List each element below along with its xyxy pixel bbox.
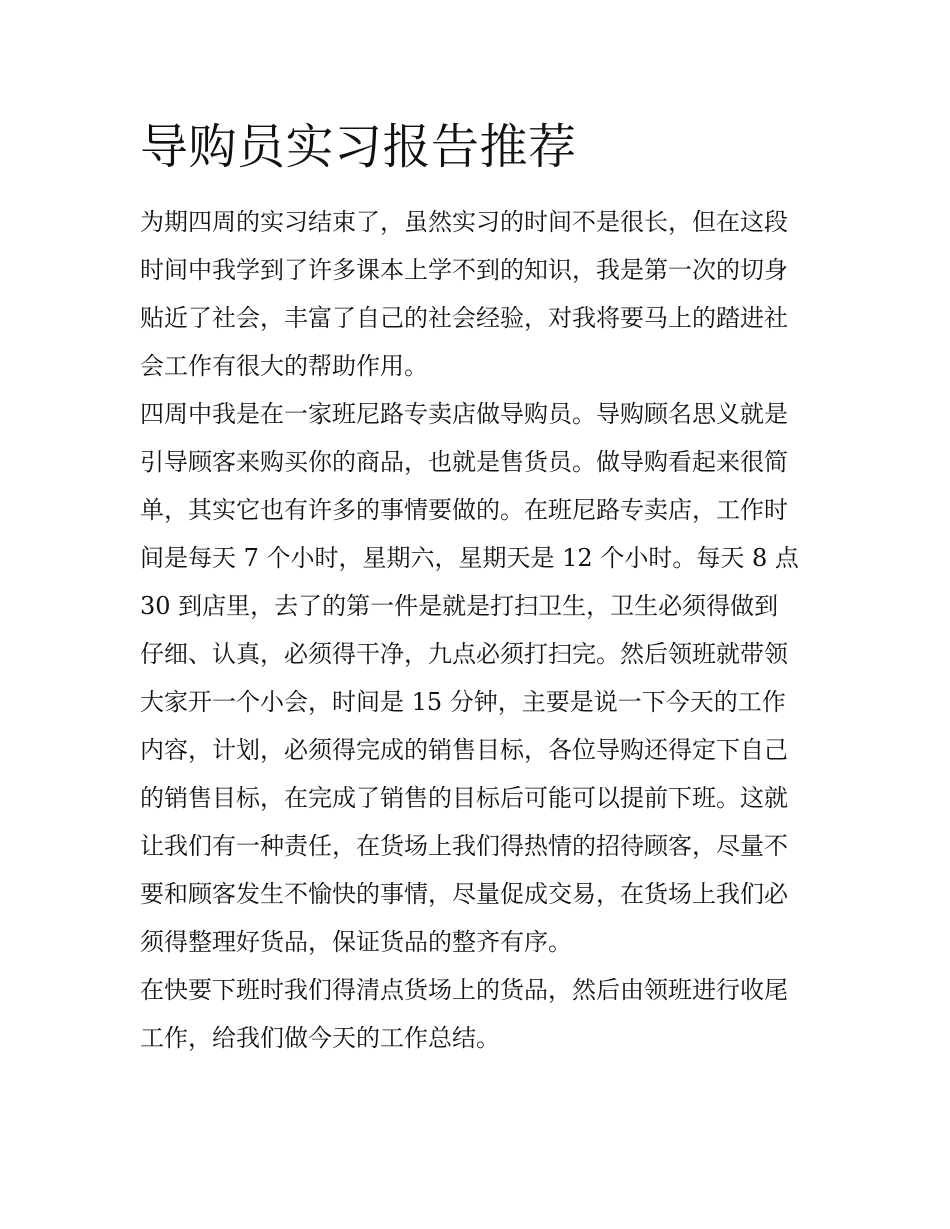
text-line: 单，其实它也有许多的事情要做的。在班尼路专卖店，工作时 (140, 496, 788, 524)
document-body (140, 198, 820, 1062)
text-line: 内容，计划，必须得完成的销售目标，各位导购还得定下自己 (140, 736, 788, 764)
text-line: 为期四周的实习结束了，虽然实习的时间不是很长，但在这段 (140, 208, 788, 236)
text-line: 引导顾客来购买你的商品，也就是售货员。做导购看起来很简 (140, 448, 788, 476)
text-line: 要和顾客发生不愉快的事情，尽量促成交易，在货场上我们必 (140, 880, 788, 908)
text-line: 的销售目标，在完成了销售的目标后可能可以提前下班。这就 (140, 784, 788, 812)
text-line: 工作，给我们做今天的工作总结。 (140, 1024, 500, 1052)
paragraph-3 (140, 966, 820, 1062)
text-line: 在快要下班时我们得清点货场上的货品，然后由领班进行收尾 (140, 976, 788, 1004)
text-line: 让我们有一种责任，在货场上我们得热情的招待顾客，尽量不 (140, 832, 788, 860)
document-title: 导购员实习报告推荐 (140, 119, 577, 175)
text-line: 须得整理好货品，保证货品的整齐有序。 (140, 928, 572, 956)
text-line: 大家开一个小会，时间是 15 分钟，主要是说一下今天的工作 (140, 688, 786, 716)
text-line: 会工作有很大的帮助作用。 (140, 352, 428, 380)
text-line: 四周中我是在一家班尼路专卖店做导购员。导购顾名思义就是 (140, 400, 788, 428)
text-line: 间是每天 7 个小时，星期六，星期天是 12 个小时。每天 8 点 (140, 544, 799, 572)
text-line: 贴近了社会，丰富了自己的社会经验，对我将要马上的踏进社 (140, 304, 788, 332)
paragraph-2 (140, 390, 820, 966)
text-line: 时间中我学到了许多课本上学不到的知识，我是第一次的切身 (140, 256, 788, 284)
paragraph-1 (140, 198, 820, 390)
text-line: 30 到店里，去了的第一件是就是打扫卫生，卫生必须得做到 (140, 592, 779, 620)
text-line: 仔细、认真，必须得干净，九点必须打扫完。然后领班就带领 (140, 640, 788, 668)
